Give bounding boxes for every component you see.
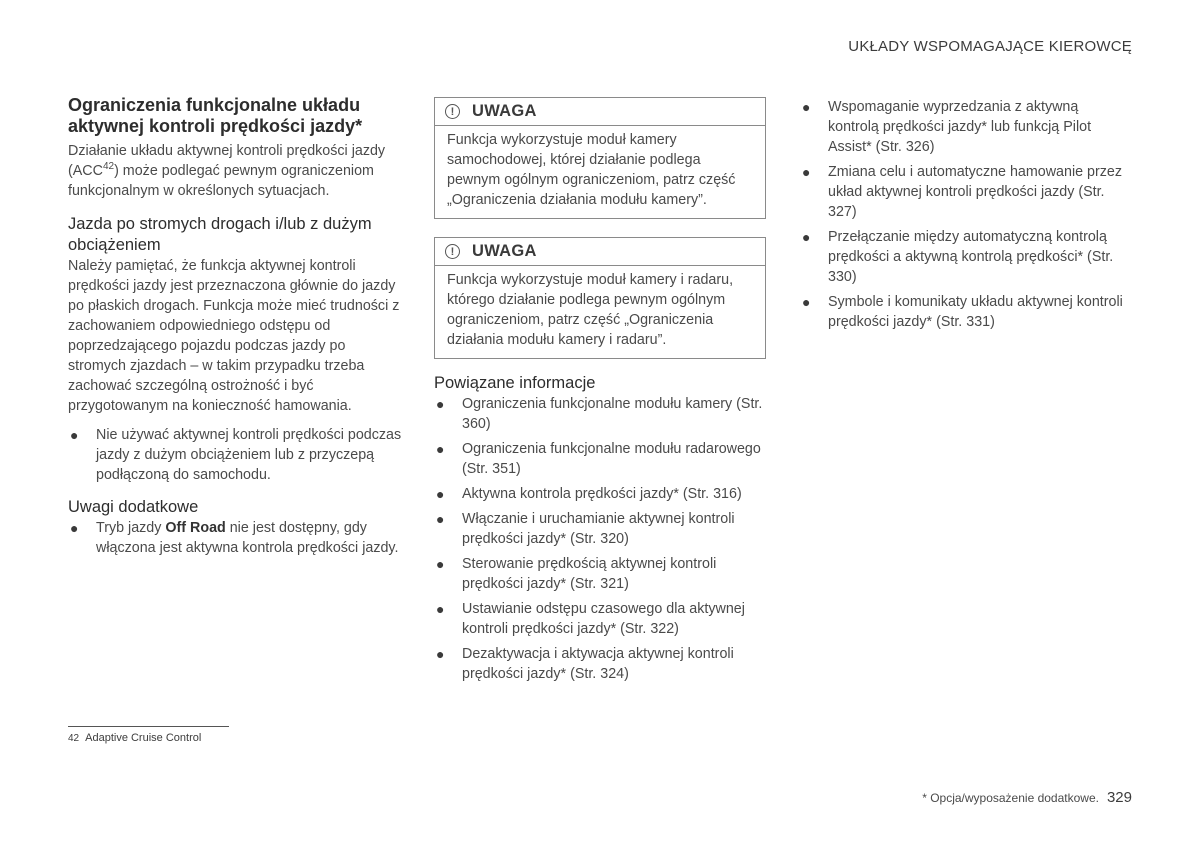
bullet-dot: ●	[436, 511, 445, 527]
footnote-number: 42	[68, 733, 80, 744]
related-link-text[interactable]: Przełączanie między automatyczną kontrolą prędkości a aktywną kontrolą prędkości* (Str. 330)	[828, 229, 1114, 285]
note-title: UWAGA	[472, 102, 537, 120]
section-heading-additional-notes: Uwagi dodatkowe	[68, 498, 199, 516]
related-link-text[interactable]: Symbole i komunikaty układu aktywnej kontroli prędkości jazdy* (Str. 331)	[828, 294, 1123, 330]
related-info-list	[434, 394, 766, 684]
related-link-text[interactable]: Zmiana celu i automatyczne hamowanie przez układ aktywnej kontroli prędkości jazdy (Str. 327)	[828, 164, 1123, 220]
note-body: Funkcja wykorzystuje moduł kamery i radaru, którego działanie podlega pewnym ogólnym ograniczeniom, patrz część „Ograniczenia działania modułu kamery i radaru”.	[447, 272, 734, 348]
note-header	[435, 98, 765, 126]
footnote-text: Adaptive Cruise Control	[85, 732, 202, 744]
bullet-dot: ●	[802, 229, 811, 245]
related-link-text[interactable]: Sterowanie prędkością aktywnej kontroli prędkości jazdy* (Str. 321)	[462, 556, 717, 592]
intro-text-post: ) może podlegać pewnym ograniczeniom funkcjonalnym w określonych sytuacjach.	[68, 163, 374, 199]
steep-roads-bullets	[68, 425, 402, 485]
page-footer	[922, 789, 1132, 806]
bullet-dot: ●	[70, 427, 79, 443]
info-circle-icon: !	[445, 244, 460, 259]
related-link[interactable]	[434, 554, 766, 594]
related-info-list-continued	[800, 97, 1132, 332]
list-item-text-pre: Tryb jazdy	[96, 520, 166, 536]
page-title: Ograniczenia funkcjonalne układu aktywnej kontroli prędkości jazdy*	[68, 95, 363, 136]
list-item	[68, 518, 402, 558]
bullet-dot: ●	[802, 164, 811, 180]
related-link[interactable]	[800, 97, 1132, 157]
list-item-text-post: nie jest dostępny, gdy włączona jest aktywna kontrola prędkości jazdy.	[96, 520, 399, 556]
related-link-text[interactable]: Aktywna kontrola prędkości jazdy* (Str. 316)	[462, 486, 742, 502]
additional-notes-bullets	[68, 518, 402, 558]
intro-paragraph	[68, 141, 402, 201]
bullet-dot: ●	[802, 99, 811, 115]
off-road-mode-label: Off Road	[165, 520, 226, 536]
footnote-divider	[68, 726, 229, 727]
page-number: 329	[1106, 789, 1132, 806]
related-link[interactable]	[434, 484, 766, 504]
note-header	[435, 238, 765, 266]
bullet-dot: ●	[436, 396, 445, 412]
related-link-text[interactable]: Wspomaganie wyprzedzania z aktywną kontrolą prędkości jazdy* lub funkcją Pilot Assist* (Str. 326)	[828, 99, 1092, 155]
bullet-dot: ●	[802, 294, 811, 310]
column-left	[68, 95, 402, 558]
steep-roads-paragraph: Należy pamiętać, że funkcja aktywnej kontroli prędkości jazdy jest przeznaczona głównie do jazdy po płaskich drogach. Funkcja może mieć trudności z zachowaniem odpowiedniego odstępu od poprzedzającego pojazdu podczas jazdy po stromych zjazdach – w takim przypadku trzeba zachować szczególną ostrożność i być przygotowanym na konieczność hamowania.	[68, 258, 400, 414]
bullet-dot: ●	[70, 520, 79, 536]
section-heading-steep-roads: Jazda po stromych drogach i/lub z dużym obciążeniem	[68, 215, 372, 254]
optional-equipment-note: * Opcja/wyposażenie dodatkowe.	[922, 791, 1099, 805]
note-title: UWAGA	[472, 242, 537, 260]
related-link[interactable]	[434, 509, 766, 549]
related-info-heading: Powiązane informacje	[434, 374, 596, 392]
related-link[interactable]	[434, 394, 766, 434]
related-link[interactable]	[800, 292, 1132, 332]
bullet-dot: ●	[436, 646, 445, 662]
related-link[interactable]	[800, 227, 1132, 287]
related-link-text[interactable]: Włączanie i uruchamianie aktywnej kontroli prędkości jazdy* (Str. 320)	[462, 511, 735, 547]
note-body: Funkcja wykorzystuje moduł kamery samochodowej, której działanie podlega pewnym ogólnym ograniczeniom, patrz część „Ograniczenia działania modułu kamery”.	[447, 132, 736, 208]
list-item	[68, 425, 402, 485]
related-link[interactable]	[434, 599, 766, 639]
related-link[interactable]	[434, 439, 766, 479]
related-link-text[interactable]: Ograniczenia funkcjonalne modułu radarowego (Str. 351)	[462, 441, 761, 477]
footnote-ref[interactable]: 42	[102, 161, 115, 173]
related-link[interactable]	[800, 162, 1132, 222]
info-circle-icon: !	[445, 104, 460, 119]
bullet-dot: ●	[436, 486, 445, 502]
section-header: UKŁADY WSPOMAGAJĄCE KIEROWCĘ	[848, 38, 1132, 55]
column-middle	[434, 95, 766, 684]
bullet-dot: ●	[436, 601, 445, 617]
related-link-text[interactable]: Ograniczenia funkcjonalne modułu kamery (Str. 360)	[462, 396, 763, 432]
intro-text-pre: Działanie układu aktywnej kontroli prędkości jazdy (ACC	[68, 143, 386, 179]
related-link-text[interactable]: Ustawianie odstępu czasowego dla aktywnej kontroli prędkości jazdy* (Str. 322)	[462, 601, 745, 637]
note-box-camera-radar	[434, 237, 766, 359]
bullet-dot: ●	[436, 441, 445, 457]
related-link-text[interactable]: Dezaktywacja i aktywacja aktywnej kontroli prędkości jazdy* (Str. 324)	[462, 646, 734, 682]
note-box-camera	[434, 97, 766, 219]
footnote	[68, 732, 201, 744]
column-right	[800, 97, 1132, 332]
bullet-dot: ●	[436, 556, 445, 572]
related-link[interactable]	[434, 644, 766, 684]
list-item-text: Nie używać aktywnej kontroli prędkości podczas jazdy z dużym obciążeniem lub z przyczepą podłączoną do samochodu.	[96, 427, 402, 483]
